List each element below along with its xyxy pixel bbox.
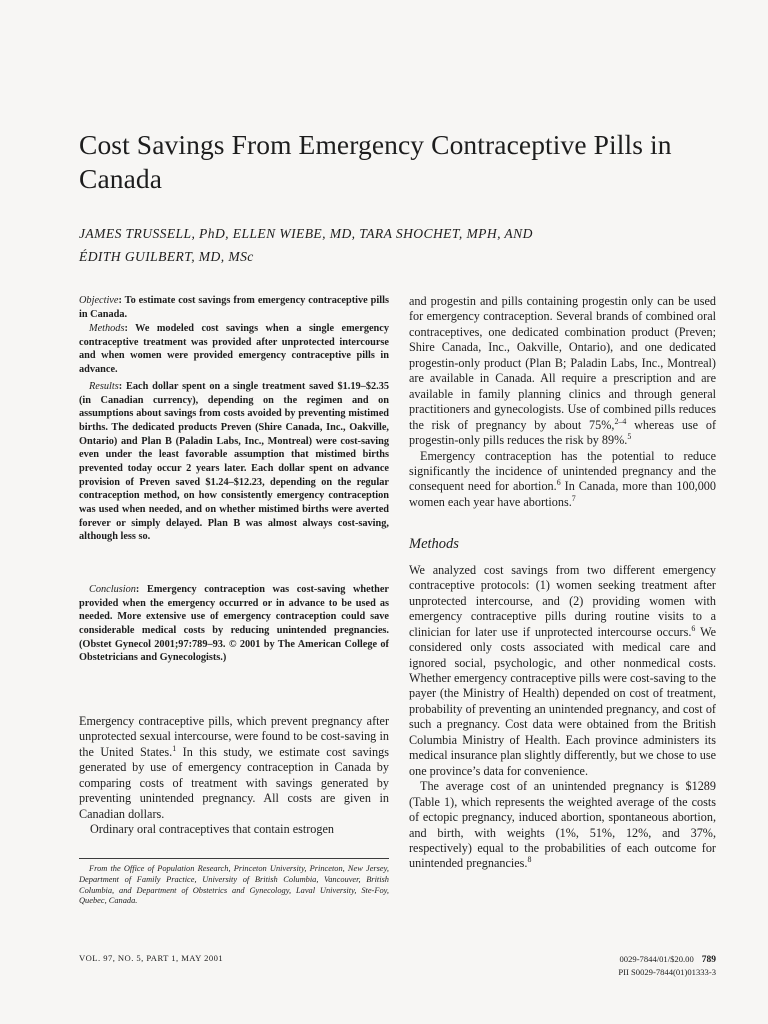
body-text: The average cost of an unintended pregnancy is $1289 (Table 1), which represents the weighted average of the costs of ectopic pregnancy, induced abortion, spontaneous abortion, and birth, with weights (1%, 51%, 12%, and 37%, respectively) equal to the probabilities of each outcome for unintended pregnancies.	[409, 779, 716, 871]
body-text: Emergency contraception has the potential to reduce significantly the incidence of unintended pregnancy and the consequent need for abortion.	[409, 448, 716, 494]
abstract-text-conclusion: : Emergency contraception was cost-saving whether provided when the emergency occurred or in advance to be used as needed. More extensive use of emergency contraception could save considerable medical costs by reducing unintended pregnancies. (Obstet Gynecol 2001;97:789–93. © 2001 by The American College of Obstetricians and Gynecologists.)	[79, 584, 389, 664]
body-text: and progestin and pills containing progestin only can be used for emergency contraception. Several brands of combined oral contraceptives, one dedicated combination product (Preven; Shire Canada, Inc., Oakville, Ontario), and one dedicated progestin-only product (Plan B; Paladin Labs, Inc., Montreal) are available in Canada. All require a prescription and are available in family planning clinics and through general practitioners and gynecologists. Use of combined pills reduces the risk of pregnancy by about 75%,	[409, 294, 716, 432]
abstract-label-objective: Objective	[79, 295, 119, 306]
body-text: In this study, we estimate cost savings generated by use of emergency contraception in Canada by comparing costs of treatment with savings generated by preventing unintended pregnancy. All costs are given in Canadian dollars.	[79, 744, 389, 821]
author-list	[79, 222, 719, 268]
body-paragraph	[79, 714, 389, 822]
body-paragraph	[409, 563, 716, 779]
body-text: We analyzed cost savings from two different emergency contraceptive protocols: (1) women seeking treatment after unprotected intercourse, and (2) providing women with emergency contraceptive pills during routine visits to a clinician for later use if unprotected intercourse occurs.	[409, 562, 716, 639]
left-column-body	[79, 714, 389, 838]
section-heading-methods: Methods	[409, 536, 459, 553]
reference-mark: 6	[691, 623, 696, 633]
reference-mark: 6	[556, 478, 561, 488]
body-paragraph	[409, 449, 716, 511]
author-line: ÉDITH GUILBERT, MD, MSc	[79, 249, 254, 264]
reference-mark: 5	[627, 432, 632, 442]
pii: PII S0029-7844(01)01333-3	[618, 967, 716, 977]
abstract-results	[79, 380, 389, 544]
abstract-conclusion	[79, 583, 389, 665]
reference-mark: 7	[571, 493, 576, 503]
body-paragraph	[409, 294, 716, 449]
article-title: Cost Savings From Emergency Contraceptive Pills in Canada	[79, 129, 672, 194]
abstract-text-results: : Each dollar spent on a single treatment saved $1.19–$2.35 (in Canadian currency), depending on the regimen and on assumptions about savings from costs avoided by preventing mistimed births. The dedicated products Preven (Shire Canada, Inc., Oakville, Ontario) and Plan B (Paladin Labs, Inc., Montreal) were cost-saving even under the least favorable assumption that mistimed births prevented today occur 2 years later. Each dollar spent on advance provision of Preven saved $1.24–$12.23, depending on the regular contraception method, on how consistently emergency contraception was used when needed, and on whether mistimed births were averted forever or simply delayed. Plan B was almost always cost-saving, although less so.	[79, 381, 389, 543]
right-column-body	[409, 294, 716, 872]
abstract-objective	[79, 294, 389, 321]
abstract-label-conclusion: Conclusion	[89, 584, 136, 595]
body-paragraph	[409, 779, 716, 872]
body-paragraph: Ordinary oral contraceptives that contain estrogen	[90, 822, 334, 837]
body-text: Emergency contraceptive pills, which prevent pregnancy after unprotected sexual intercourse, were found to be cost-saving in the United States.	[79, 714, 389, 759]
journal-issue: VOL. 97, NO. 5, PART 1, MAY 2001	[79, 953, 224, 963]
abstract-label-results: Results	[89, 381, 119, 392]
abstract-methods	[79, 322, 389, 377]
abstract-text-methods: : We modeled cost savings when a single emergency contraceptive treatment was provided after unprotected intercourse and when women were provided emergency contraceptive pills in advance.	[79, 323, 389, 375]
reference-mark: 1	[172, 743, 177, 753]
body-text: We considered only costs associated with medical care and ignored social, psychologic, and other nonmedical costs. Whether emergency contraceptive pills were cost-saving to the payer (the Ministry of Health) depended on cost of treatment, probability of preventing an unintended pregnancy, and cost of such a pregnancy. Cost data were obtained from the British Columbia Ministry of Health. Each province administers its medical insurance plan slightly differently, but we chose to use one province’s data for convenience.	[409, 624, 716, 778]
footnote-rule	[79, 858, 389, 859]
author-line: JAMES TRUSSELL, PhD, ELLEN WIEBE, MD, TARA SHOCHET, MPH, AND	[79, 226, 533, 241]
footer-identifiers	[470, 953, 716, 978]
body-text: In Canada, more than 100,000 women each year have abortions.	[409, 479, 716, 509]
body-text: whereas use of progestin-only pills reduces the risk by 89%.	[409, 417, 717, 448]
abstract-text-objective: : To estimate cost savings from emergency contraceptive pills in Canada.	[79, 295, 389, 320]
affiliation-footnote: From the Office of Population Research, Princeton University, Princeton, New Jersey, Department of Family Practice, University of British Columbia, Vancouver, British Columbia, and Department of Obstetrics and Gynecology, Laval University, Ste-Foy, Quebec, Canada.	[79, 864, 389, 906]
issn-price: 0029-7844/01/$20.00	[619, 954, 694, 964]
page-number: 789	[701, 955, 716, 965]
reference-mark: 8	[527, 855, 532, 865]
reference-mark: 2–4	[614, 416, 627, 426]
abstract-label-methods: Methods	[89, 323, 125, 334]
